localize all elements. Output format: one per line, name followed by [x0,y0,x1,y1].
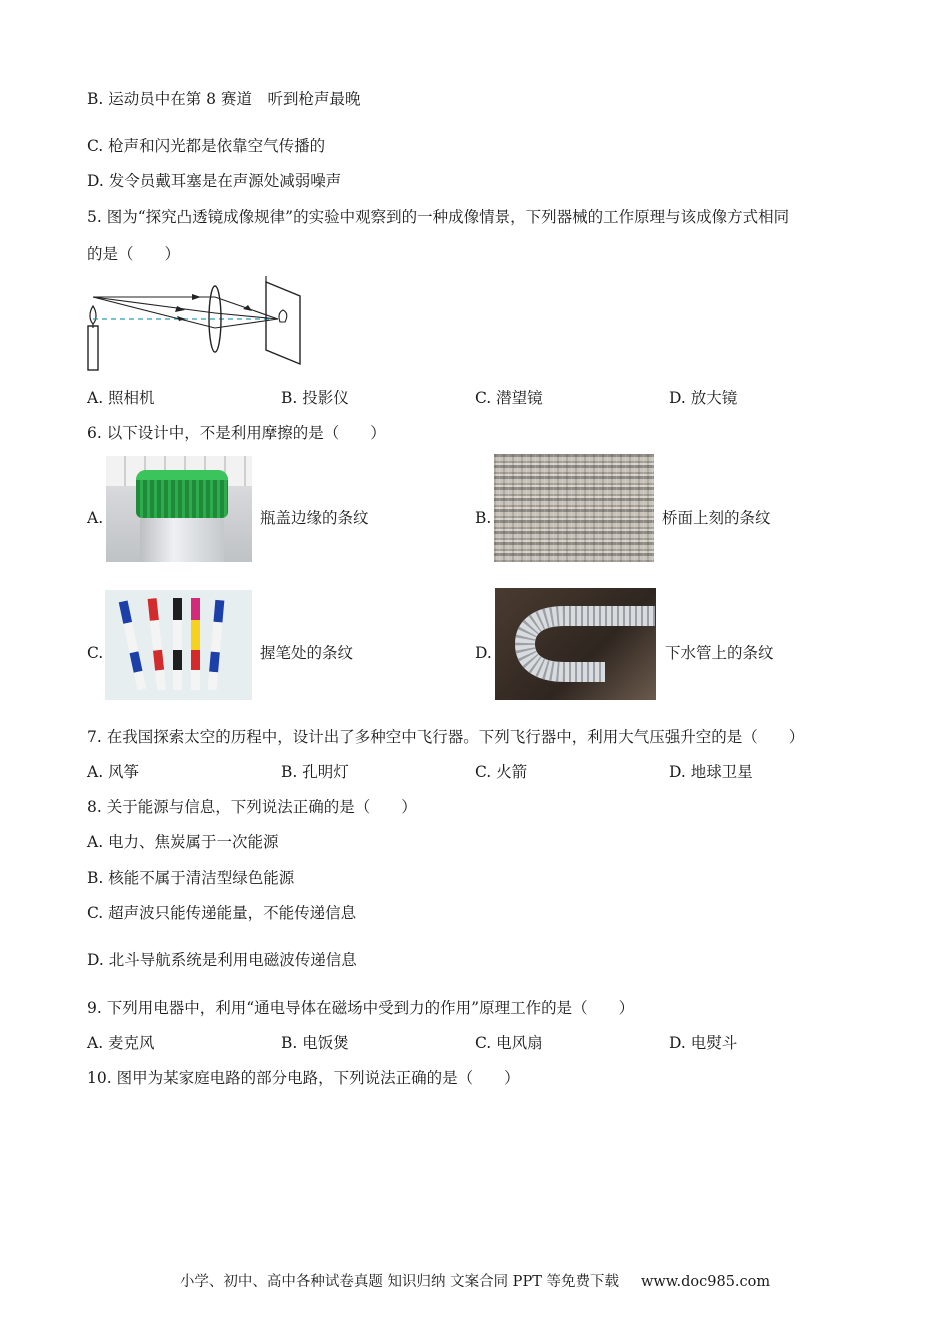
q7-option-b: B. 孔明灯 [281,763,349,781]
q6-option-c-letter: C. [87,644,104,662]
q8-stem: 8. 关于能源与信息，下列说法正确的是（ ） [87,798,417,816]
q4-option-d: D. 发令员戴耳塞是在声源处减弱噪声 [87,172,342,190]
footer-text: 小学、初中、高中各种试卷真题 知识归纳 文案合同 PPT 等免费下载 [179,1274,619,1290]
q6-option-d-caption: 下水管上的条纹 [665,644,774,662]
bottle-cap-photo [106,456,252,562]
q5-stem: 5. 图为“探究凸透镜成像规律”的实验中观察到的一种成像情景，下列器械的工作原理与该成像方式相同 [87,208,790,226]
q6-option-a-letter: A. [87,509,104,527]
q6-stem: 6. 以下设计中，不是利用摩擦的是（ ） [87,424,386,442]
q8-option-d: D. 北斗导航系统是利用电磁波传递信息 [87,951,357,969]
q7-option-d: D. 地球卫星 [669,763,753,781]
q9-stem: 9. 下列用电器中，利用“通电导体在磁场中受到力的作用”原理工作的是（ ） [87,999,635,1017]
q9-option-a: A. 麦克风 [87,1034,155,1052]
footer-link[interactable]: www.doc985.com [640,1274,771,1290]
q7-option-a: A. 风筝 [87,763,140,781]
q5-stem-cont: 的是（ ） [87,245,181,263]
q9-option-b: B. 电饭煲 [281,1034,349,1052]
q6-option-b-caption: 桥面上刻的条纹 [662,509,771,527]
q5-option-a: A. 照相机 [87,389,155,407]
pens-photo [105,590,252,700]
q9-option-d: D. 电熨斗 [669,1034,738,1052]
drain-pipe-photo [495,588,656,700]
q7-stem: 7. 在我国探索太空的历程中，设计出了多种空中飞行器。下列飞行器中，利用大气压强升空的是（ ） [87,728,805,746]
bridge-surface-photo [494,454,654,562]
q6-option-a-caption: 瓶盖边缘的条纹 [260,509,369,527]
q5-option-c: C. 潜望镜 [475,389,543,407]
q4-option-c: C. 枪声和闪光都是依靠空气传播的 [87,137,326,155]
page-footer [0,1270,950,1291]
q7-option-c: C. 火箭 [475,763,528,781]
candle-lens-screen-diagram [82,272,307,376]
q6-option-c-caption: 握笔处的条纹 [260,644,354,662]
q6-option-d-letter: D. [475,644,492,662]
q9-option-c: C. 电风扇 [475,1034,543,1052]
q8-option-a: A. 电力、焦炭属于一次能源 [87,833,279,851]
q6-option-b-letter: B. [475,509,492,527]
q5-option-d: D. 放大镜 [669,389,738,407]
q8-option-b: B. 核能不属于清洁型绿色能源 [87,869,295,887]
q5-option-b: B. 投影仪 [281,389,349,407]
q10-stem: 10. 图甲为某家庭电路的部分电路，下列说法正确的是（ ） [87,1069,520,1087]
q8-option-c: C. 超声波只能传递能量，不能传递信息 [87,904,357,922]
q4-option-b: B. 运动员中在第 8 赛道 听到枪声最晚 [87,90,361,108]
